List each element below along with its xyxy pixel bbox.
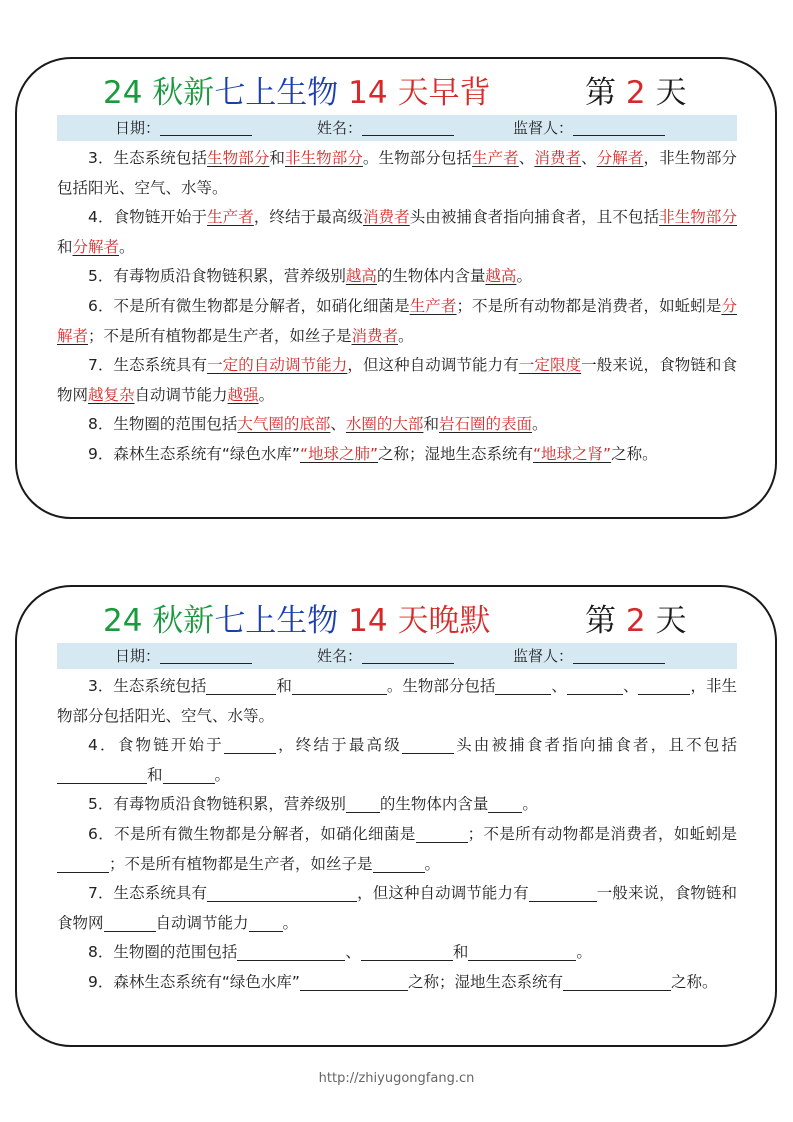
blank[interactable] (563, 972, 671, 991)
date-field[interactable]: 日期： (115, 115, 252, 141)
item-6: 6．不是所有微生物都是分解者，如硝化细菌是生产者；不是所有动物都是消费者，如蚯蚓是分解者；不是所有植物都是生产者，如丝子是消费者。 (57, 296, 737, 345)
blank[interactable] (361, 942, 453, 961)
blank[interactable] (224, 735, 276, 754)
blank-content (57, 672, 737, 998)
blank[interactable] (468, 942, 576, 961)
item-7: 7．生态系统具有一定的自动调节能力，但这种自动调节能力有一定限度一般来说，食物链和食物网越复杂自动调节能力越强。 (57, 356, 737, 404)
blank[interactable] (416, 824, 468, 843)
blank[interactable] (373, 854, 425, 873)
item-3: 3．生态系统包括 和 。生物部分包括 、 、 ，非生物部分包括阳光、空气、水等。 (57, 677, 737, 725)
info-bar (57, 115, 737, 141)
blank[interactable] (292, 676, 387, 695)
name-field[interactable]: 姓名： (317, 115, 454, 141)
answer-content (57, 144, 737, 470)
item-4: 4．食物链开始于 ，终结于最高级 头由被捕食者指向捕食者，且不包括和 。 (57, 731, 737, 790)
item-4: 4．食物链开始于生产者，终结于最高级消费者头由被捕食者指向捕食者，且不包括非生物部分和分解者。 (57, 208, 737, 256)
blank[interactable] (300, 972, 408, 991)
supervisor-field[interactable]: 监督人： (513, 115, 665, 141)
blank[interactable] (488, 794, 522, 813)
item-5: 5．有毒物质沿食物链积累，营养级别越高的生物体内含量越高。 (88, 267, 532, 286)
morning-card (15, 57, 777, 519)
day-label: 第 2 天 (585, 603, 687, 639)
name-field[interactable]: 姓名： (317, 643, 454, 669)
supervisor-field[interactable]: 监督人： (513, 643, 665, 669)
blank[interactable] (163, 765, 215, 784)
blank[interactable] (57, 854, 109, 873)
blank[interactable] (104, 913, 156, 932)
blank[interactable] (495, 676, 551, 695)
blank[interactable] (402, 735, 454, 754)
blank[interactable] (249, 913, 283, 932)
card-title: 24 秋新七上生物 14 天晚默 (103, 603, 491, 639)
blank[interactable] (206, 676, 276, 695)
blank[interactable] (638, 676, 690, 695)
item-8: 8．生物圈的范围包括大气圈的底部、水圈的大部和岩石圈的表面。 (88, 415, 548, 434)
item-9: 9．森林生态系统有“绿色水库” 之称；湿地生态系统有 之称。 (88, 972, 718, 991)
item-6: 6．不是所有微生物都是分解者，如硝化细菌是 ；不是所有动物都是消费者，如蚯蚓是；不是所有植物都是生产者，如丝子是 。 (57, 820, 737, 879)
item-8: 8．生物圈的范围包括 、 和 。 (88, 943, 592, 962)
info-bar (57, 643, 737, 669)
footer-url[interactable]: http://zhiyugongfang.cn (318, 1071, 475, 1086)
blank[interactable] (237, 942, 345, 961)
card-title-row (17, 593, 775, 643)
card-title: 24 秋新七上生物 14 天早背 (103, 75, 491, 111)
item-3: 3．生态系统包括生物部分和非生物部分。生物部分包括生产者、消费者、分解者，非生物部分包括阳光、空气、水等。 (57, 149, 737, 197)
blank[interactable] (529, 883, 597, 902)
item-9: 9．森林生态系统有“绿色水库”“地球之肺”之称；湿地生态系统有“地球之肾”之称。 (88, 444, 658, 463)
blank[interactable] (57, 765, 147, 784)
evening-card (15, 585, 777, 1047)
blank[interactable] (567, 676, 623, 695)
date-field[interactable]: 日期： (115, 643, 252, 669)
blank[interactable] (207, 883, 357, 902)
item-5: 5．有毒物质沿食物链积累，营养级别 的生物体内含量 。 (88, 795, 538, 814)
card-title-row (17, 65, 775, 115)
day-label: 第 2 天 (585, 75, 687, 111)
item-7: 7．生态系统具有 ，但这种自动调节能力有 一般来说，食物链和食物网 自动调节能力 。 (57, 884, 737, 932)
blank[interactable] (346, 794, 380, 813)
